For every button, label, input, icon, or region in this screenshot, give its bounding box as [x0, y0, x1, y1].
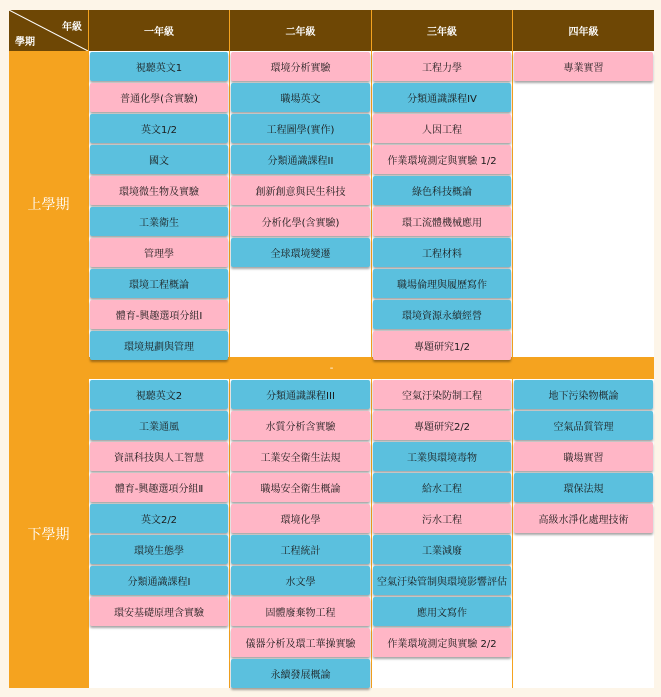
course-cell[interactable]: 專題研究2/2	[373, 411, 511, 440]
course-cell[interactable]: 體育-興趣選項分組Ⅰ	[90, 300, 228, 329]
course-cell[interactable]: 視聽英文1	[90, 52, 228, 81]
course-column	[372, 51, 512, 357]
course-cell[interactable]: 分類通識課程III	[231, 380, 370, 409]
course-cell[interactable]: 環境化學	[231, 504, 370, 533]
semester-label-second: 下學期	[27, 526, 70, 543]
course-cell[interactable]: 綠色科技概論	[373, 176, 511, 205]
course-cell[interactable]: 工程力學	[373, 52, 511, 81]
course-cell[interactable]: 永續發展概論	[231, 659, 370, 688]
course-cell[interactable]: 工程材料	[373, 238, 511, 267]
course-cell[interactable]: 地下污染物概論	[514, 380, 653, 409]
course-cell[interactable]: 空氣汙染管制與環境影響評估	[373, 566, 511, 595]
course-cell[interactable]: 視聽英文2	[90, 380, 228, 409]
course-cell[interactable]: 環境工程概論	[90, 269, 228, 298]
course-cell[interactable]: 分類通識課程II	[231, 145, 370, 174]
course-column	[89, 379, 229, 688]
course-cell[interactable]: 國文	[90, 145, 228, 174]
course-cell[interactable]: 工程圖學(實作)	[231, 114, 370, 143]
course-column	[372, 379, 512, 688]
course-cell[interactable]: 儀器分析及環工華操實驗	[231, 628, 370, 657]
semester-label-first: 上學期	[27, 197, 70, 213]
course-cell[interactable]: 工業衛生	[90, 207, 228, 236]
course-cell[interactable]: 工程統計	[231, 535, 370, 564]
course-cell[interactable]: 水質分析含實驗	[231, 411, 370, 440]
course-cell[interactable]: 職場安全衛生概論	[231, 473, 370, 502]
course-cell[interactable]: 環境規劃與管理	[90, 331, 228, 360]
course-cell[interactable]: 環安基礎原理含實驗	[90, 597, 228, 626]
course-cell[interactable]: 固體廢棄物工程	[231, 597, 370, 626]
course-cell[interactable]: 體育-興趣選項分組Ⅱ	[90, 473, 228, 502]
course-cell[interactable]: 環工流體機械應用	[373, 207, 511, 236]
course-cell[interactable]: 污水工程	[373, 504, 511, 533]
course-cell[interactable]: 資訊科技與人工智慧	[90, 442, 228, 471]
semester-divider: -	[9, 357, 654, 379]
course-cell[interactable]: 分析化學(含實驗)	[231, 207, 370, 236]
course-cell[interactable]: 全球環境變遷	[231, 238, 370, 267]
grade-header-4: 四年級	[513, 10, 654, 51]
course-cell[interactable]: 創新創意與民生科技	[231, 176, 370, 205]
course-cell[interactable]: 分類通識課程IV	[373, 83, 511, 112]
course-cell[interactable]: 普通化學(含實驗)	[90, 83, 228, 112]
course-cell[interactable]: 環境分析實驗	[231, 52, 370, 81]
course-column	[513, 51, 654, 357]
corner-term-label: 學期	[15, 37, 35, 48]
course-cell[interactable]: 人因工程	[373, 114, 511, 143]
course-cell[interactable]: 英文2/2	[90, 504, 228, 533]
course-cell[interactable]: 英文1/2	[90, 114, 228, 143]
course-cell[interactable]: 職場英文	[231, 83, 370, 112]
course-cell[interactable]: 水文學	[231, 566, 370, 595]
course-cell[interactable]: 分類通識課程I	[90, 566, 228, 595]
course-cell[interactable]: 職場倫理與履歷寫作	[373, 269, 511, 298]
course-cell[interactable]: 給水工程	[373, 473, 511, 502]
course-cell[interactable]: 空氣品質管理	[514, 411, 653, 440]
course-cell[interactable]: 環境生態學	[90, 535, 228, 564]
course-cell[interactable]: 管理學	[90, 238, 228, 267]
course-cell[interactable]: 專業實習	[514, 52, 653, 81]
corner-grade-label: 年級	[62, 22, 82, 33]
course-column	[230, 379, 371, 688]
course-cell[interactable]: 空氣汙染防制工程	[373, 380, 511, 409]
course-cell[interactable]: 專題研究1/2	[373, 331, 511, 360]
course-cell[interactable]: 環保法規	[514, 473, 653, 502]
course-cell[interactable]: 作業環境測定與實驗 2/2	[373, 628, 511, 657]
grade-header-1: 一年級	[89, 10, 229, 51]
course-cell[interactable]: 作業環境測定與實驗 1/2	[373, 145, 511, 174]
course-cell[interactable]: 工業通風	[90, 411, 228, 440]
course-cell[interactable]: 工業與環境毒物	[373, 442, 511, 471]
course-cell[interactable]: 應用文寫作	[373, 597, 511, 626]
course-cell[interactable]: 環境資源永續經營	[373, 300, 511, 329]
course-column	[513, 379, 654, 688]
grade-header-2: 二年級	[230, 10, 371, 51]
course-cell[interactable]: 職場實習	[514, 442, 653, 471]
course-cell[interactable]: 環境微生物及實驗	[90, 176, 228, 205]
course-cell[interactable]: 高級水淨化處理技術	[514, 504, 653, 533]
course-column	[89, 51, 229, 357]
corner-header	[9, 10, 88, 51]
course-cell[interactable]: 工業安全衛生法規	[231, 442, 370, 471]
course-column	[230, 51, 371, 357]
grade-header-3: 三年級	[372, 10, 512, 51]
course-cell[interactable]: 工業減廢	[373, 535, 511, 564]
curriculum-table	[9, 10, 654, 688]
